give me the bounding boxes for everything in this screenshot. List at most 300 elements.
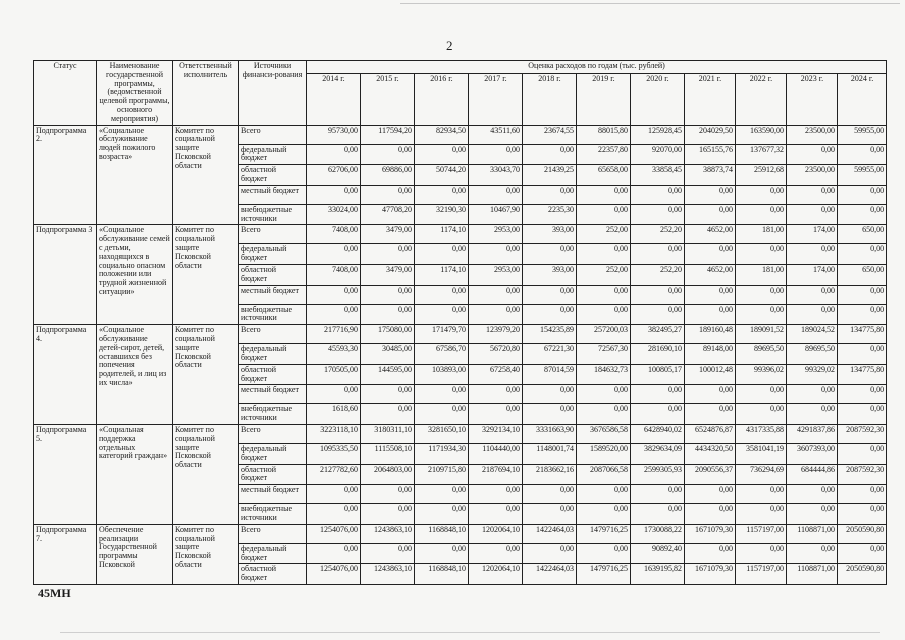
amount-cell: 56720,80 bbox=[469, 344, 523, 365]
amount-cell: 0,00 bbox=[415, 285, 469, 304]
amount-cell: 0,00 bbox=[838, 385, 887, 404]
amount-cell: 174,00 bbox=[787, 264, 838, 285]
program-name-cell: «Социальное обслуживание людей пожилого возраста» bbox=[97, 125, 173, 225]
amount-cell: 0,00 bbox=[415, 404, 469, 425]
amount-cell: 2109715,80 bbox=[415, 464, 469, 485]
amount-cell: 3180311,10 bbox=[361, 424, 415, 443]
table-row bbox=[34, 424, 887, 443]
funding-source-cell: внебюджетные источники bbox=[239, 504, 307, 525]
funding-source-cell: Всего bbox=[239, 424, 307, 443]
amount-cell: 0,00 bbox=[838, 543, 887, 564]
amount-cell: 33858,45 bbox=[631, 165, 685, 186]
amount-cell: 0,00 bbox=[469, 504, 523, 525]
amount-cell: 90892,40 bbox=[631, 543, 685, 564]
amount-cell: 3829634,09 bbox=[631, 443, 685, 464]
table-row bbox=[34, 125, 887, 144]
amount-cell: 100805,17 bbox=[631, 364, 685, 385]
amount-cell: 174,00 bbox=[787, 225, 838, 244]
amount-cell: 22357,80 bbox=[577, 144, 631, 165]
header-year: 2019 г. bbox=[577, 73, 631, 125]
amount-cell: 0,00 bbox=[838, 443, 887, 464]
amount-cell: 0,00 bbox=[361, 485, 415, 504]
amount-cell: 59955,00 bbox=[838, 165, 887, 186]
amount-cell: 1168848,10 bbox=[415, 564, 469, 585]
amount-cell: 0,00 bbox=[577, 504, 631, 525]
amount-cell: 0,00 bbox=[631, 485, 685, 504]
amount-cell: 123979,20 bbox=[469, 325, 523, 344]
amount-cell: 89148,00 bbox=[685, 344, 736, 365]
amount-cell: 0,00 bbox=[631, 185, 685, 204]
funding-source-cell: областной бюджет bbox=[239, 464, 307, 485]
amount-cell: 0,00 bbox=[415, 504, 469, 525]
amount-cell: 2235,30 bbox=[523, 204, 577, 225]
amount-cell: 1157197,00 bbox=[736, 564, 787, 585]
footer-code: 45МН bbox=[38, 586, 71, 600]
amount-cell: 1174,10 bbox=[415, 225, 469, 244]
amount-cell: 3581041,19 bbox=[736, 443, 787, 464]
amount-cell: 0,00 bbox=[307, 304, 361, 325]
amount-cell: 0,00 bbox=[577, 244, 631, 265]
funding-source-cell: Всего bbox=[239, 225, 307, 244]
amount-cell: 0,00 bbox=[838, 185, 887, 204]
amount-cell: 59955,00 bbox=[838, 125, 887, 144]
amount-cell: 38873,74 bbox=[685, 165, 736, 186]
amount-cell: 6524876,87 bbox=[685, 424, 736, 443]
amount-cell: 3479,00 bbox=[361, 264, 415, 285]
amount-cell: 163590,00 bbox=[736, 125, 787, 144]
amount-cell: 189091,52 bbox=[736, 325, 787, 344]
amount-cell: 117594,20 bbox=[361, 125, 415, 144]
amount-cell: 0,00 bbox=[577, 204, 631, 225]
amount-cell: 2050590,80 bbox=[838, 524, 887, 543]
amount-cell: 1174,10 bbox=[415, 264, 469, 285]
amount-cell: 0,00 bbox=[307, 543, 361, 564]
program-name-cell: Обеспечение реализации Государственной программы Псковской bbox=[97, 524, 173, 584]
header-year: 2020 г. bbox=[631, 73, 685, 125]
amount-cell: 0,00 bbox=[787, 144, 838, 165]
executor-cell: Комитет по социальной защите Псковской области bbox=[173, 325, 239, 425]
funding-source-cell: федеральный бюджет bbox=[239, 543, 307, 564]
amount-cell: 1639195,82 bbox=[631, 564, 685, 585]
page-number: 2 bbox=[446, 38, 453, 53]
funding-source-cell: местный бюджет bbox=[239, 185, 307, 204]
program-name-cell: «Социальное обслуживание семей с детьми, находящихся в социально опасном положении или трудной жизненной ситуации» bbox=[97, 225, 173, 325]
amount-cell: 0,00 bbox=[838, 204, 887, 225]
funding-source-cell: Всего bbox=[239, 125, 307, 144]
amount-cell: 0,00 bbox=[631, 244, 685, 265]
amount-cell: 2953,00 bbox=[469, 225, 523, 244]
amount-cell: 393,00 bbox=[523, 225, 577, 244]
amount-cell: 0,00 bbox=[685, 485, 736, 504]
scan-artifact-top bbox=[400, 3, 900, 4]
amount-cell: 165155,76 bbox=[685, 144, 736, 165]
amount-cell: 67221,30 bbox=[523, 344, 577, 365]
status-cell: Подпрограмма 4. bbox=[34, 325, 97, 425]
amount-cell: 0,00 bbox=[787, 244, 838, 265]
amount-cell: 3223118,10 bbox=[307, 424, 361, 443]
amount-cell: 144595,00 bbox=[361, 364, 415, 385]
amount-cell: 3331663,90 bbox=[523, 424, 577, 443]
executor-cell: Комитет по социальной защите Псковской области bbox=[173, 125, 239, 225]
amount-cell: 1479716,25 bbox=[577, 524, 631, 543]
amount-cell: 0,00 bbox=[415, 144, 469, 165]
amount-cell: 0,00 bbox=[469, 543, 523, 564]
executor-cell: Комитет по социальной защите Псковской области bbox=[173, 225, 239, 325]
amount-cell: 1422464,03 bbox=[523, 564, 577, 585]
amount-cell: 89695,50 bbox=[736, 344, 787, 365]
amount-cell: 181,00 bbox=[736, 264, 787, 285]
header-year: 2015 г. bbox=[361, 73, 415, 125]
amount-cell: 67258,40 bbox=[469, 364, 523, 385]
amount-cell: 4652,00 bbox=[685, 225, 736, 244]
amount-cell: 0,00 bbox=[577, 543, 631, 564]
amount-cell: 1618,60 bbox=[307, 404, 361, 425]
status-cell: Подпрограмма 2. bbox=[34, 125, 97, 225]
funding-source-cell: областной бюджет bbox=[239, 364, 307, 385]
amount-cell: 0,00 bbox=[523, 285, 577, 304]
amount-cell: 0,00 bbox=[415, 385, 469, 404]
amount-cell: 0,00 bbox=[787, 304, 838, 325]
amount-cell: 0,00 bbox=[469, 304, 523, 325]
amount-cell: 0,00 bbox=[787, 485, 838, 504]
amount-cell: 0,00 bbox=[787, 185, 838, 204]
amount-cell: 181,00 bbox=[736, 225, 787, 244]
amount-cell: 10467,90 bbox=[469, 204, 523, 225]
amount-cell: 1254076,00 bbox=[307, 564, 361, 585]
amount-cell: 1243863,10 bbox=[361, 524, 415, 543]
amount-cell: 0,00 bbox=[787, 204, 838, 225]
status-cell: Подпрограмма 7. bbox=[34, 524, 97, 584]
amount-cell: 2090556,37 bbox=[685, 464, 736, 485]
amount-cell: 0,00 bbox=[685, 244, 736, 265]
amount-cell: 1104440,00 bbox=[469, 443, 523, 464]
amount-cell: 0,00 bbox=[415, 185, 469, 204]
amount-cell: 0,00 bbox=[361, 185, 415, 204]
amount-cell: 137677,32 bbox=[736, 144, 787, 165]
amount-cell: 0,00 bbox=[307, 385, 361, 404]
amount-cell: 2087066,58 bbox=[577, 464, 631, 485]
amount-cell: 189160,48 bbox=[685, 325, 736, 344]
amount-cell: 100012,48 bbox=[685, 364, 736, 385]
amount-cell: 0,00 bbox=[685, 185, 736, 204]
amount-cell: 650,00 bbox=[838, 225, 887, 244]
amount-cell: 0,00 bbox=[307, 244, 361, 265]
amount-cell: 92070,00 bbox=[631, 144, 685, 165]
amount-cell: 125928,45 bbox=[631, 125, 685, 144]
amount-cell: 0,00 bbox=[736, 543, 787, 564]
header-year: 2017 г. bbox=[469, 73, 523, 125]
amount-cell: 23674,55 bbox=[523, 125, 577, 144]
amount-cell: 2953,00 bbox=[469, 264, 523, 285]
header-year: 2014 г. bbox=[307, 73, 361, 125]
funding-source-cell: Всего bbox=[239, 524, 307, 543]
amount-cell: 281690,10 bbox=[631, 344, 685, 365]
header-year: 2018 г. bbox=[523, 73, 577, 125]
amount-cell: 1589520,00 bbox=[577, 443, 631, 464]
amount-cell: 1148001,74 bbox=[523, 443, 577, 464]
amount-cell: 67586,70 bbox=[415, 344, 469, 365]
amount-cell: 0,00 bbox=[469, 244, 523, 265]
amount-cell: 4434320,50 bbox=[685, 443, 736, 464]
amount-cell: 0,00 bbox=[577, 404, 631, 425]
amount-cell: 82934,50 bbox=[415, 125, 469, 144]
amount-cell: 0,00 bbox=[787, 385, 838, 404]
amount-cell: 1479716,25 bbox=[577, 564, 631, 585]
funding-source-cell: федеральный бюджет bbox=[239, 344, 307, 365]
status-cell: Подпрограмма 5. bbox=[34, 424, 97, 524]
amount-cell: 736294,69 bbox=[736, 464, 787, 485]
status-cell: Подпрограмма 3 bbox=[34, 225, 97, 325]
amount-cell: 0,00 bbox=[469, 285, 523, 304]
amount-cell: 87014,59 bbox=[523, 364, 577, 385]
amount-cell: 43511,60 bbox=[469, 125, 523, 144]
amount-cell: 252,20 bbox=[631, 264, 685, 285]
amount-cell: 0,00 bbox=[631, 285, 685, 304]
amount-cell: 23500,00 bbox=[787, 125, 838, 144]
executor-cell: Комитет по социальной защите Псковской области bbox=[173, 524, 239, 584]
amount-cell: 99329,02 bbox=[787, 364, 838, 385]
amount-cell: 0,00 bbox=[838, 244, 887, 265]
header-program: Наименование государственной программы, (ведомственной целевой программы, основного мероприятия) bbox=[97, 61, 173, 126]
amount-cell: 4317335,88 bbox=[736, 424, 787, 443]
amount-cell: 0,00 bbox=[577, 385, 631, 404]
amount-cell: 21439,25 bbox=[523, 165, 577, 186]
amount-cell: 3676586,58 bbox=[577, 424, 631, 443]
executor-cell: Комитет по социальной защите Псковской области bbox=[173, 424, 239, 524]
amount-cell: 0,00 bbox=[523, 144, 577, 165]
amount-cell: 0,00 bbox=[736, 244, 787, 265]
amount-cell: 0,00 bbox=[685, 543, 736, 564]
amount-cell: 154235,89 bbox=[523, 325, 577, 344]
amount-cell: 25912,68 bbox=[736, 165, 787, 186]
amount-cell: 1095335,50 bbox=[307, 443, 361, 464]
header-years-title: Оценка расходов по годам (тыс. рублей) bbox=[307, 61, 887, 74]
amount-cell: 69886,00 bbox=[361, 165, 415, 186]
amount-cell: 257200,03 bbox=[577, 325, 631, 344]
funding-source-cell: федеральный бюджет bbox=[239, 443, 307, 464]
amount-cell: 0,00 bbox=[523, 304, 577, 325]
amount-cell: 0,00 bbox=[469, 185, 523, 204]
amount-cell: 32190,30 bbox=[415, 204, 469, 225]
amount-cell: 0,00 bbox=[415, 304, 469, 325]
amount-cell: 382495,27 bbox=[631, 325, 685, 344]
program-name-cell: «Социальная поддержка отдельных категорий граждан» bbox=[97, 424, 173, 524]
amount-cell: 1671079,30 bbox=[685, 524, 736, 543]
header-executor: Ответственный исполнитель bbox=[173, 61, 239, 126]
amount-cell: 0,00 bbox=[523, 385, 577, 404]
amount-cell: 0,00 bbox=[736, 404, 787, 425]
amount-cell: 0,00 bbox=[577, 304, 631, 325]
amount-cell: 0,00 bbox=[361, 244, 415, 265]
amount-cell: 72567,30 bbox=[577, 344, 631, 365]
amount-cell: 0,00 bbox=[838, 404, 887, 425]
amount-cell: 95730,00 bbox=[307, 125, 361, 144]
amount-cell: 650,00 bbox=[838, 264, 887, 285]
amount-cell: 1730088,22 bbox=[631, 524, 685, 543]
amount-cell: 0,00 bbox=[361, 285, 415, 304]
amount-cell: 0,00 bbox=[361, 385, 415, 404]
amount-cell: 134775,80 bbox=[838, 325, 887, 344]
amount-cell: 0,00 bbox=[631, 204, 685, 225]
amount-cell: 0,00 bbox=[838, 285, 887, 304]
amount-cell: 0,00 bbox=[307, 504, 361, 525]
amount-cell: 50744,20 bbox=[415, 165, 469, 186]
amount-cell: 23500,00 bbox=[787, 165, 838, 186]
amount-cell: 1671079,30 bbox=[685, 564, 736, 585]
budget-table bbox=[33, 60, 887, 585]
amount-cell: 1108871,00 bbox=[787, 524, 838, 543]
amount-cell: 2187694,10 bbox=[469, 464, 523, 485]
amount-cell: 0,00 bbox=[523, 244, 577, 265]
header-sources: Источники финанси-рования bbox=[239, 61, 307, 126]
amount-cell: 0,00 bbox=[787, 404, 838, 425]
amount-cell: 3479,00 bbox=[361, 225, 415, 244]
amount-cell: 30485,00 bbox=[361, 344, 415, 365]
amount-cell: 684444,86 bbox=[787, 464, 838, 485]
amount-cell: 2064803,00 bbox=[361, 464, 415, 485]
amount-cell: 2599305,93 bbox=[631, 464, 685, 485]
amount-cell: 1254076,00 bbox=[307, 524, 361, 543]
amount-cell: 3281650,10 bbox=[415, 424, 469, 443]
amount-cell: 0,00 bbox=[787, 543, 838, 564]
amount-cell: 0,00 bbox=[736, 385, 787, 404]
amount-cell: 184632,73 bbox=[577, 364, 631, 385]
amount-cell: 175080,00 bbox=[361, 325, 415, 344]
amount-cell: 0,00 bbox=[415, 543, 469, 564]
funding-source-cell: внебюджетные источники bbox=[239, 404, 307, 425]
funding-source-cell: федеральный бюджет bbox=[239, 244, 307, 265]
amount-cell: 33043,70 bbox=[469, 165, 523, 186]
amount-cell: 0,00 bbox=[838, 144, 887, 165]
funding-source-cell: областной бюджет bbox=[239, 264, 307, 285]
header-year: 2024 г. bbox=[838, 73, 887, 125]
amount-cell: 0,00 bbox=[736, 285, 787, 304]
amount-cell: 0,00 bbox=[361, 144, 415, 165]
amount-cell: 0,00 bbox=[838, 304, 887, 325]
amount-cell: 252,20 bbox=[631, 225, 685, 244]
amount-cell: 0,00 bbox=[631, 385, 685, 404]
amount-cell: 0,00 bbox=[307, 285, 361, 304]
amount-cell: 1108871,00 bbox=[787, 564, 838, 585]
amount-cell: 0,00 bbox=[631, 504, 685, 525]
amount-cell: 4291837,86 bbox=[787, 424, 838, 443]
amount-cell: 0,00 bbox=[523, 543, 577, 564]
amount-cell: 0,00 bbox=[838, 485, 887, 504]
header-year: 2022 г. bbox=[736, 73, 787, 125]
header-row-1 bbox=[34, 61, 887, 74]
amount-cell: 217716,90 bbox=[307, 325, 361, 344]
amount-cell: 1171934,30 bbox=[415, 443, 469, 464]
amount-cell: 0,00 bbox=[577, 485, 631, 504]
amount-cell: 1202064,10 bbox=[469, 524, 523, 543]
header-year: 2023 г. bbox=[787, 73, 838, 125]
amount-cell: 0,00 bbox=[361, 543, 415, 564]
amount-cell: 0,00 bbox=[469, 385, 523, 404]
funding-source-cell: внебюджетные источники bbox=[239, 204, 307, 225]
amount-cell: 0,00 bbox=[469, 404, 523, 425]
amount-cell: 0,00 bbox=[631, 304, 685, 325]
amount-cell: 0,00 bbox=[523, 404, 577, 425]
amount-cell: 393,00 bbox=[523, 264, 577, 285]
amount-cell: 170505,00 bbox=[307, 364, 361, 385]
amount-cell: 1202064,10 bbox=[469, 564, 523, 585]
table-row bbox=[34, 524, 887, 543]
amount-cell: 6428940,02 bbox=[631, 424, 685, 443]
amount-cell: 0,00 bbox=[838, 504, 887, 525]
amount-cell: 0,00 bbox=[685, 285, 736, 304]
amount-cell: 7408,00 bbox=[307, 264, 361, 285]
amount-cell: 0,00 bbox=[736, 204, 787, 225]
table-row bbox=[34, 325, 887, 344]
amount-cell: 0,00 bbox=[523, 185, 577, 204]
amount-cell: 134775,80 bbox=[838, 364, 887, 385]
amount-cell: 0,00 bbox=[307, 185, 361, 204]
amount-cell: 0,00 bbox=[577, 185, 631, 204]
header-year: 2021 г. bbox=[685, 73, 736, 125]
table-row bbox=[34, 225, 887, 244]
amount-cell: 2087592,30 bbox=[838, 464, 887, 485]
amount-cell: 0,00 bbox=[361, 404, 415, 425]
amount-cell: 3607393,00 bbox=[787, 443, 838, 464]
amount-cell: 252,00 bbox=[577, 225, 631, 244]
scan-artifact-bottom bbox=[60, 632, 880, 633]
amount-cell: 0,00 bbox=[685, 404, 736, 425]
amount-cell: 189024,52 bbox=[787, 325, 838, 344]
funding-source-cell: внебюджетные источники bbox=[239, 304, 307, 325]
funding-source-cell: местный бюджет bbox=[239, 285, 307, 304]
amount-cell: 45593,30 bbox=[307, 344, 361, 365]
amount-cell: 0,00 bbox=[361, 304, 415, 325]
amount-cell: 0,00 bbox=[469, 144, 523, 165]
amount-cell: 2183662,16 bbox=[523, 464, 577, 485]
amount-cell: 2087592,30 bbox=[838, 424, 887, 443]
funding-source-cell: Всего bbox=[239, 325, 307, 344]
amount-cell: 7408,00 bbox=[307, 225, 361, 244]
amount-cell: 88015,80 bbox=[577, 125, 631, 144]
amount-cell: 0,00 bbox=[307, 144, 361, 165]
header-status: Статус bbox=[34, 61, 97, 126]
amount-cell: 0,00 bbox=[838, 344, 887, 365]
amount-cell: 204029,50 bbox=[685, 125, 736, 144]
amount-cell: 0,00 bbox=[577, 285, 631, 304]
funding-source-cell: федеральный бюджет bbox=[239, 144, 307, 165]
amount-cell: 0,00 bbox=[685, 385, 736, 404]
amount-cell: 0,00 bbox=[736, 304, 787, 325]
amount-cell: 2050590,80 bbox=[838, 564, 887, 585]
funding-source-cell: местный бюджет bbox=[239, 485, 307, 504]
funding-source-cell: местный бюджет bbox=[239, 385, 307, 404]
amount-cell: 0,00 bbox=[685, 204, 736, 225]
amount-cell: 4652,00 bbox=[685, 264, 736, 285]
amount-cell: 99396,02 bbox=[736, 364, 787, 385]
amount-cell: 0,00 bbox=[415, 485, 469, 504]
amount-cell: 252,00 bbox=[577, 264, 631, 285]
amount-cell: 89695,50 bbox=[787, 344, 838, 365]
amount-cell: 2127782,60 bbox=[307, 464, 361, 485]
amount-cell: 0,00 bbox=[736, 485, 787, 504]
amount-cell: 103893,00 bbox=[415, 364, 469, 385]
amount-cell: 1157197,00 bbox=[736, 524, 787, 543]
amount-cell: 47708,20 bbox=[361, 204, 415, 225]
amount-cell: 33024,00 bbox=[307, 204, 361, 225]
amount-cell: 0,00 bbox=[787, 285, 838, 304]
funding-source-cell: областной бюджет bbox=[239, 564, 307, 585]
amount-cell: 0,00 bbox=[685, 304, 736, 325]
amount-cell: 65658,00 bbox=[577, 165, 631, 186]
amount-cell: 0,00 bbox=[307, 485, 361, 504]
amount-cell: 0,00 bbox=[736, 185, 787, 204]
amount-cell: 0,00 bbox=[523, 485, 577, 504]
